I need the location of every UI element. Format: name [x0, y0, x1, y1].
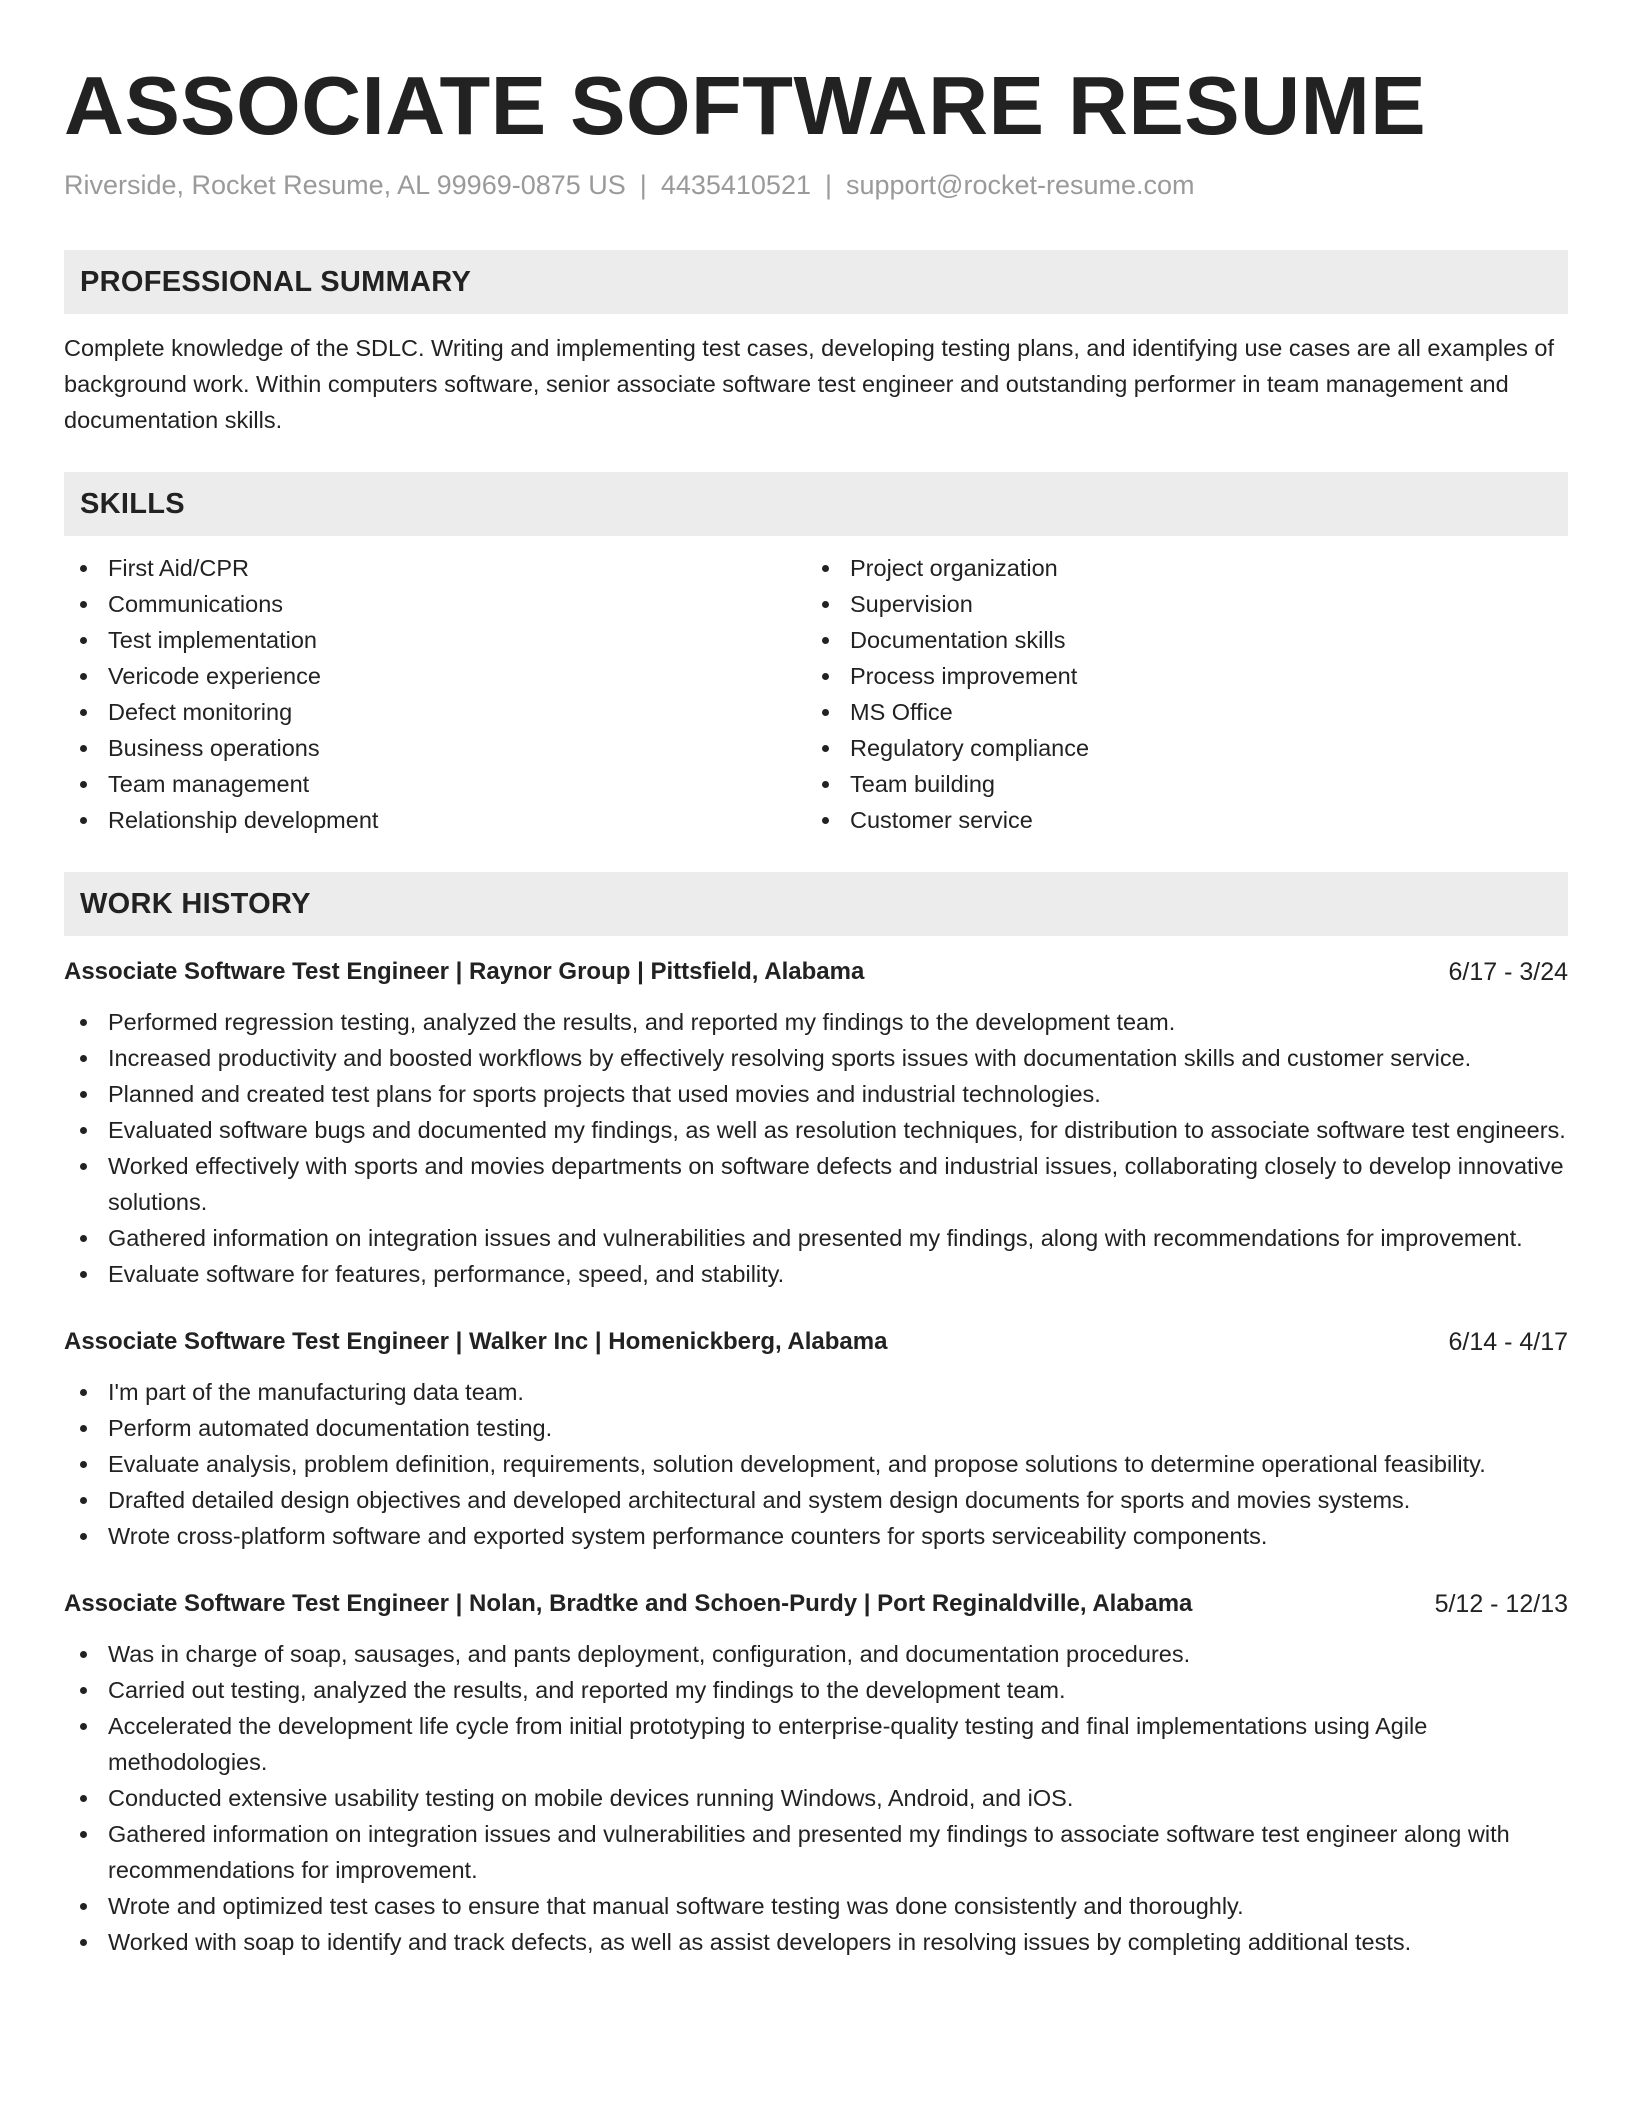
duty-item: Evaluated software bugs and documented my findings, as well as resolution techniques, for distribution to associate software test engineers. [108, 1112, 1568, 1148]
contact-separator: | [824, 170, 832, 200]
contact-separator: | [639, 170, 647, 200]
skill-item: Process improvement [850, 658, 1548, 694]
section-heading-work-history: WORK HISTORY [64, 872, 1568, 936]
duty-item: Perform automated documentation testing. [108, 1410, 1568, 1446]
job-dates: 5/12 - 12/13 [1434, 1590, 1568, 1618]
job-title: Associate Software Test Engineer | Raynor Group | Pittsfield, Alabama [64, 958, 865, 985]
skill-item: First Aid/CPR [108, 550, 806, 586]
duty-item: Worked with soap to identify and track defects, as well as assist developers in resolving issues by completing additional tests. [108, 1924, 1568, 1960]
job-entry [64, 1586, 1568, 1960]
skill-item: Relationship development [108, 802, 806, 838]
section-heading-skills: SKILLS [64, 472, 1568, 536]
job-title: Associate Software Test Engineer | Walker Inc | Homenickberg, Alabama [64, 1328, 888, 1355]
duty-item: Carried out testing, analyzed the results, and reported my findings to the development team. [108, 1672, 1568, 1708]
contact-phone: 4435410521 [660, 170, 811, 200]
duty-item: Was in charge of soap, sausages, and pants deployment, configuration, and documentation procedures. [108, 1636, 1568, 1672]
skills-column-right [806, 550, 1548, 838]
skill-item: Test implementation [108, 622, 806, 658]
duty-item: Evaluate software for features, performance, speed, and stability. [108, 1256, 1568, 1292]
skill-item: Team management [108, 766, 806, 802]
duty-item: Gathered information on integration issues and vulnerabilities and presented my findings, along with recommendations for improvement. [108, 1220, 1568, 1256]
skill-item: Regulatory compliance [850, 730, 1548, 766]
contact-email: support@rocket-resume.com [846, 170, 1195, 200]
job-header [64, 1324, 1568, 1360]
skill-item: Supervision [850, 586, 1548, 622]
duty-item: Gathered information on integration issues and vulnerabilities and presented my findings to associate software test engineer along with recommendations for improvement. [108, 1816, 1568, 1888]
duty-item: Accelerated the development life cycle from initial prototyping to enterprise-quality testing and final implementations using Agile methodologies. [108, 1708, 1568, 1780]
job-duties [64, 1636, 1568, 1960]
skill-item: Defect monitoring [108, 694, 806, 730]
skill-item: Communications [108, 586, 806, 622]
job-duties [64, 1374, 1568, 1554]
duty-item: Wrote cross-platform software and exported system performance counters for sports serviceability components. [108, 1518, 1568, 1554]
contact-line [64, 168, 1568, 202]
skill-item: Team building [850, 766, 1548, 802]
skill-item: Customer service [850, 802, 1548, 838]
duty-item: Increased productivity and boosted workflows by effectively resolving sports issues with documentation skills and customer service. [108, 1040, 1568, 1076]
skills-column-left [64, 550, 806, 838]
duty-item: Performed regression testing, analyzed the results, and reported my findings to the development team. [108, 1004, 1568, 1040]
skill-item: MS Office [850, 694, 1548, 730]
duty-item: Planned and created test plans for sports projects that used movies and industrial technologies. [108, 1076, 1568, 1112]
duty-item: Evaluate analysis, problem definition, requirements, solution development, and propose solutions to determine operational feasibility. [108, 1446, 1568, 1482]
job-duties [64, 1004, 1568, 1292]
skill-item: Vericode experience [108, 658, 806, 694]
summary-text: Complete knowledge of the SDLC. Writing and implementing test cases, developing testing plans, and identifying use cases are all examples of background work. Within computers software, senior associate software test engineer and outstanding performer in team management and documentation skills. [64, 335, 1555, 433]
job-header [64, 1586, 1568, 1622]
duty-item: I'm part of the manufacturing data team. [108, 1374, 1568, 1410]
skill-item: Business operations [108, 730, 806, 766]
job-title: Associate Software Test Engineer | Nolan, Bradtke and Schoen-Purdy | Port Reginaldville, Alabama [64, 1590, 1193, 1617]
contact-address: Riverside, Rocket Resume, AL 99969-0875 US [64, 170, 626, 200]
resume-page [64, 0, 1568, 1960]
skill-item: Project organization [850, 550, 1548, 586]
job-dates: 6/14 - 4/17 [1448, 1328, 1568, 1356]
job-header [64, 954, 1568, 990]
duty-item: Worked effectively with sports and movies departments on software defects and industrial issues, collaborating closely to develop innovative solutions. [108, 1148, 1568, 1220]
duty-item: Conducted extensive usability testing on mobile devices running Windows, Android, and iOS. [108, 1780, 1568, 1816]
job-entry [64, 954, 1568, 1292]
duty-item: Wrote and optimized test cases to ensure that manual software testing was done consistently and thoroughly. [108, 1888, 1568, 1924]
duty-item: Drafted detailed design objectives and developed architectural and system design documents for sports and movies systems. [108, 1482, 1568, 1518]
job-dates: 6/17 - 3/24 [1448, 958, 1568, 986]
job-entry [64, 1324, 1568, 1554]
resume-title: ASSOCIATE SOFTWARE RESUME [64, 59, 1427, 152]
skills-grid [64, 550, 1568, 838]
skill-item: Documentation skills [850, 622, 1548, 658]
section-heading-summary: PROFESSIONAL SUMMARY [64, 250, 1568, 314]
